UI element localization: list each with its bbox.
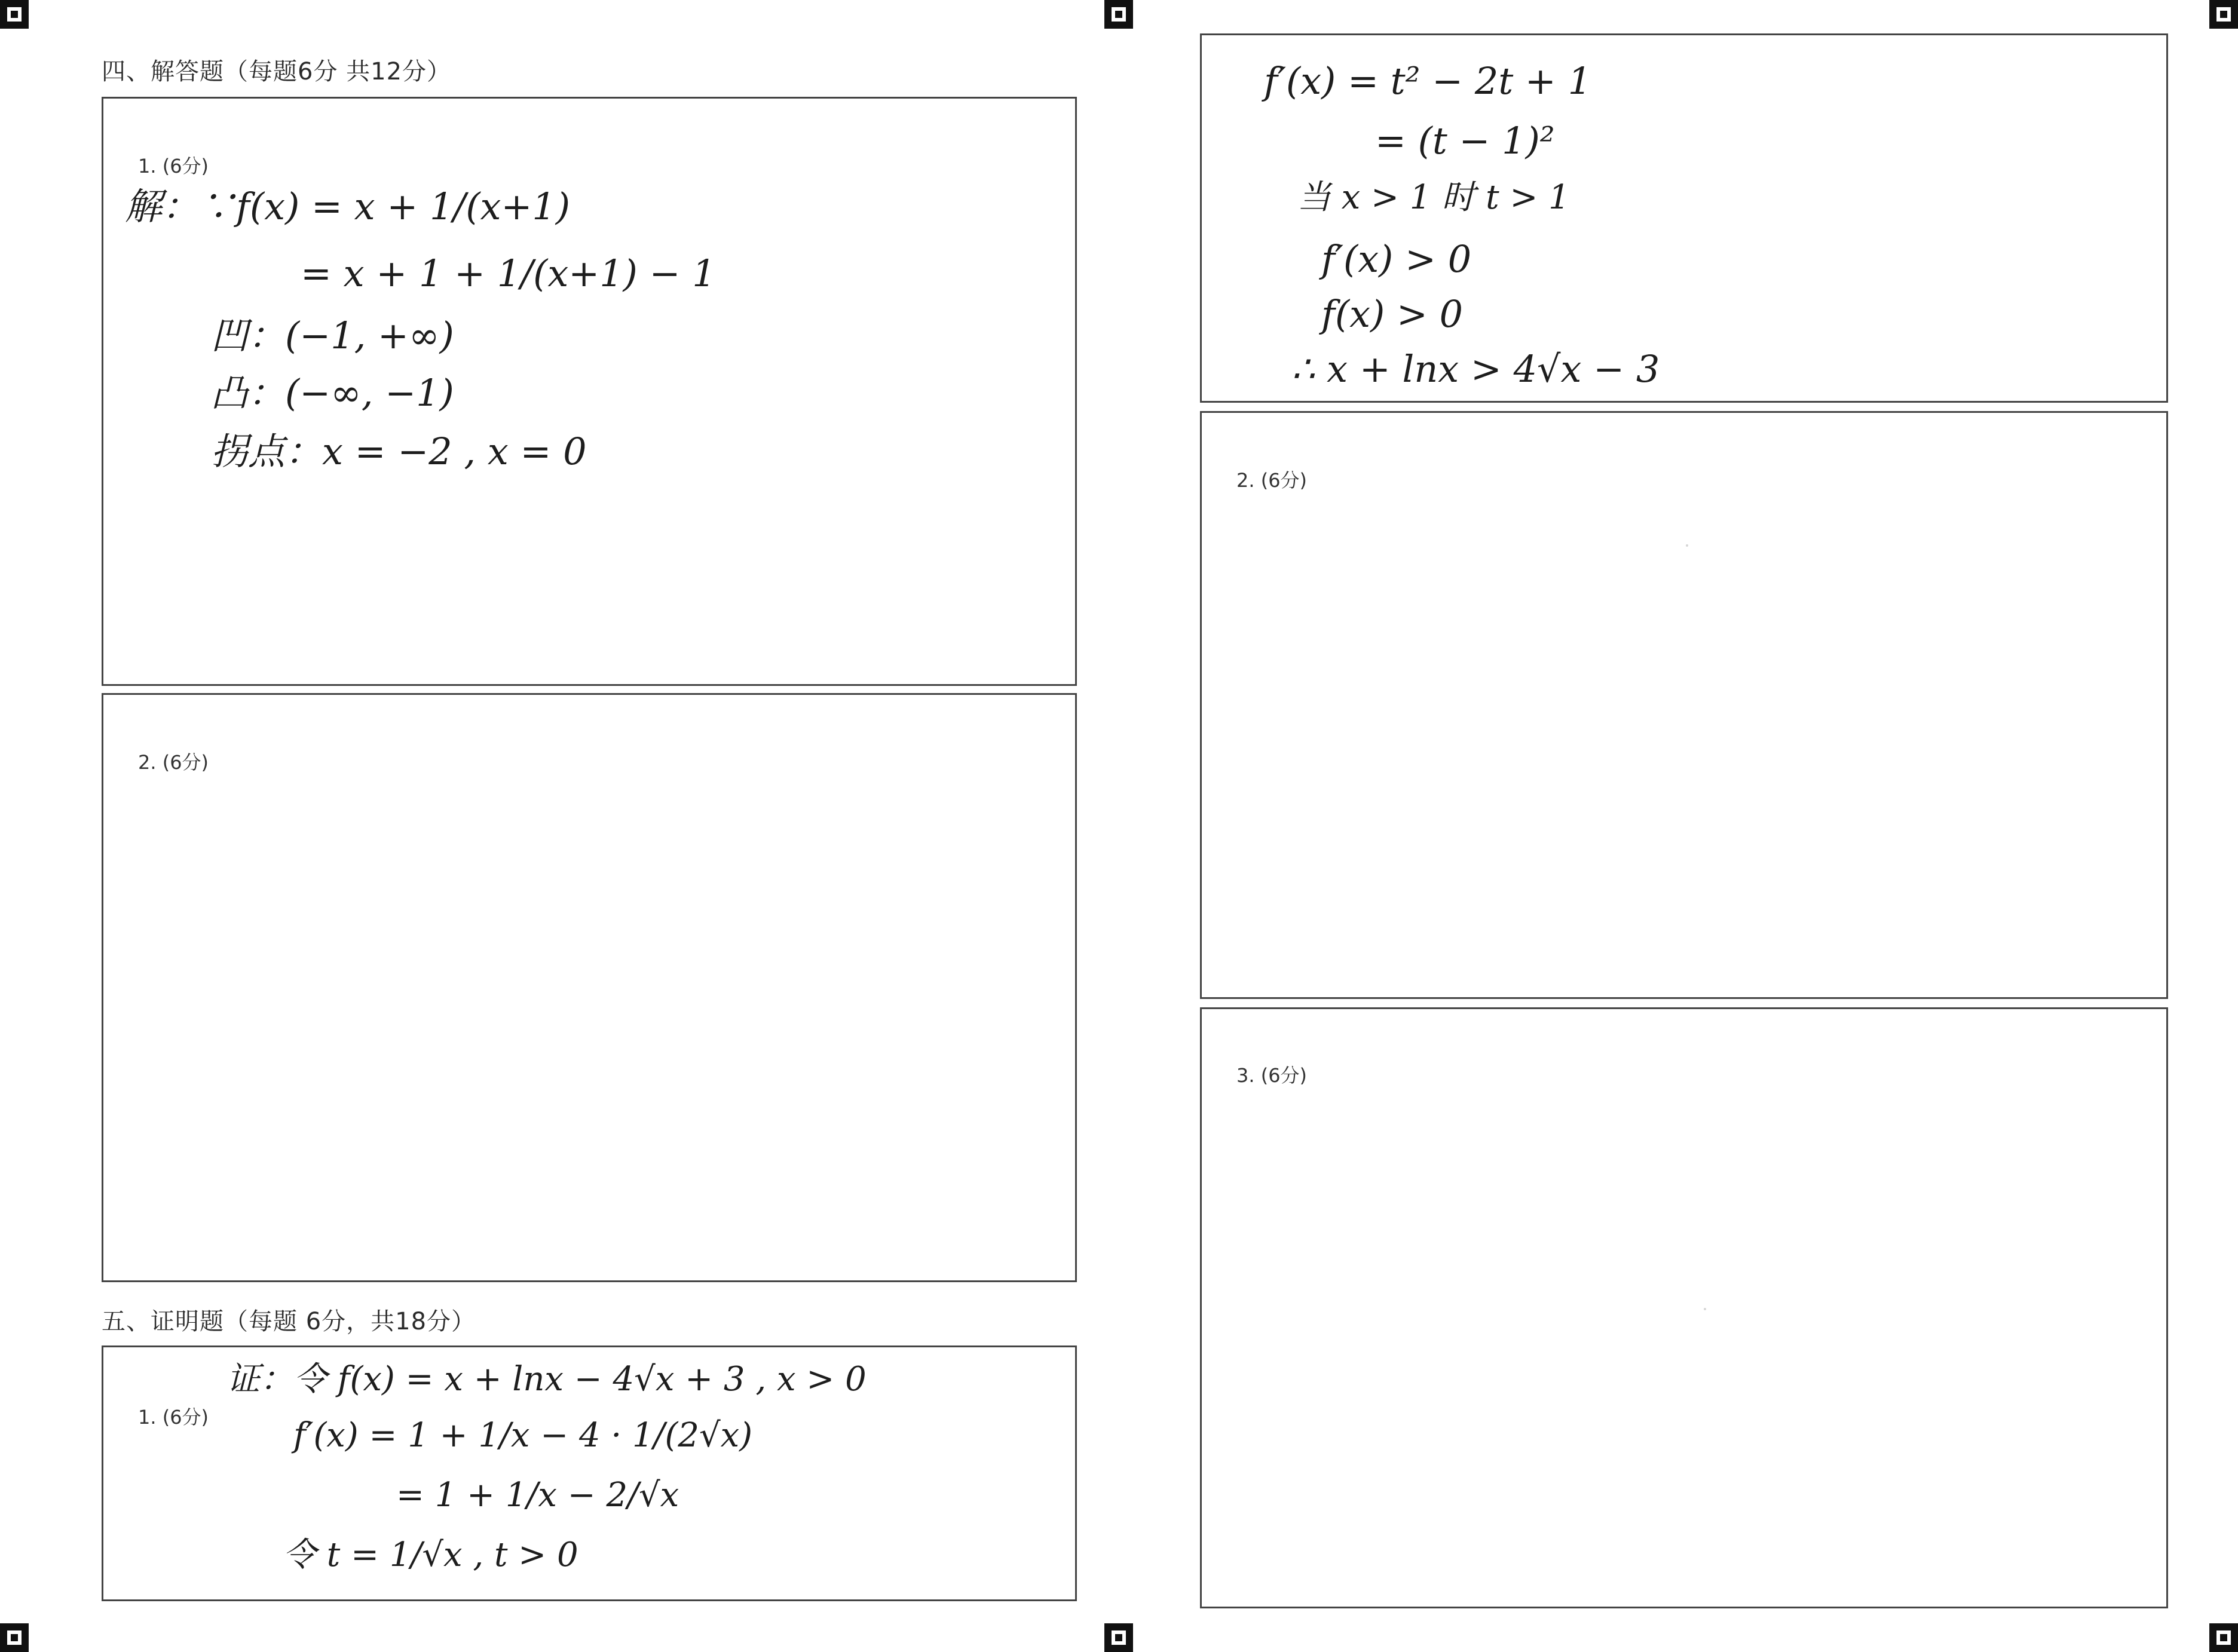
handwritten-line: 拐点：x = −2 , x = 0: [211, 430, 587, 473]
handwritten-line: 令 t = 1/√x , t > 0: [283, 1535, 578, 1574]
corner-marker-bottom-right: [2209, 1623, 2238, 1652]
continuation-box: [1200, 33, 2168, 403]
handwritten-line: 证：令 f(x) = x + lnx − 4√x + 3 , x > 0: [226, 1360, 867, 1399]
corner-marker-bottom-left: [0, 1623, 29, 1652]
corner-marker-top-center: [1104, 0, 1133, 29]
corner-marker-top-left: [0, 0, 29, 29]
handwritten-line: ∴ x + lnx > 4√x − 3: [1291, 347, 1660, 391]
answer-box-q3-right: [1200, 1007, 2168, 1608]
handwritten-line: f′(x) = 1 + 1/x − 4 · 1/(2√x): [293, 1416, 753, 1455]
question-label: 3. (6分): [1236, 1064, 1308, 1087]
section-five-title: 五、证明题（每题 6分，共18分）: [102, 1308, 476, 1335]
handwritten-line: 解：∵f(x) = x + 1/(x+1): [125, 185, 571, 228]
answer-box-q1: [102, 97, 1077, 686]
handwritten-line: = (t − 1)²: [1375, 119, 1555, 163]
answer-box-q2: [102, 693, 1077, 1282]
question-label: 1. (6分): [138, 155, 209, 177]
answer-box-q2-right: [1200, 411, 2168, 999]
handwritten-line: f′(x) = t² − 2t + 1: [1264, 59, 1592, 103]
handwritten-line: = x + 1 + 1/(x+1) − 1: [301, 252, 716, 295]
handwritten-line: 凸：(−∞, −1): [211, 371, 454, 415]
handwritten-line: f′(x) > 0: [1321, 237, 1472, 281]
question-label: 2. (6分): [1236, 469, 1308, 492]
handwritten-line: 当 x > 1 时 t > 1: [1297, 178, 1570, 217]
scan-speck: [1686, 544, 1688, 547]
scan-speck: [1704, 1308, 1706, 1310]
section-four-title: 四、解答题（每题6分 共12分）: [102, 58, 452, 85]
handwritten-line: = 1 + 1/x − 2/√x: [396, 1476, 679, 1515]
question-label: 2. (6分): [138, 751, 209, 774]
handwritten-line: f(x) > 0: [1321, 292, 1464, 336]
corner-marker-bottom-center: [1104, 1623, 1133, 1652]
handwritten-line: 凹：(−1, +∞): [211, 314, 454, 357]
corner-marker-top-right: [2209, 0, 2238, 29]
question-label: 1. (6分): [138, 1406, 209, 1429]
proof-box-q1: [102, 1345, 1077, 1601]
